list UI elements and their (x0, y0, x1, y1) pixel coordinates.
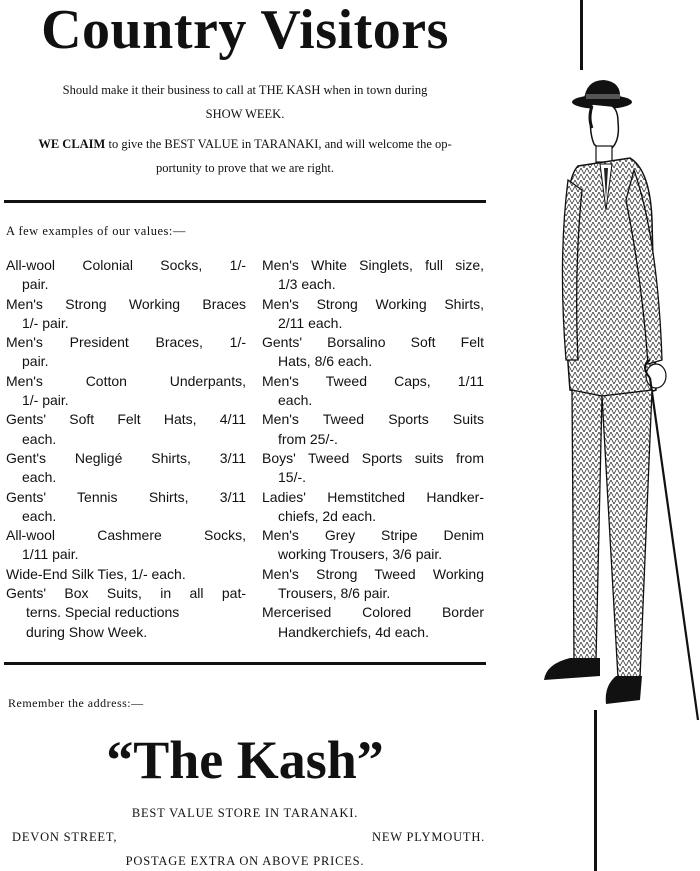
list-item: All-wool Colonial Socks, 1/- pair. (6, 257, 246, 293)
list-item: Men's President Braces, 1/- pair. (6, 334, 246, 370)
list-item: Men's Grey Stripe Denim working Trousers, 3/6 pair. (262, 527, 484, 563)
list-item: Men's Cotton Underpants, 1/- pair. (6, 372, 246, 409)
headline: Country Visitors (41, 0, 449, 61)
list-item: Ladies' Hemstitched Handker- chiefs, 2d each. (262, 488, 484, 524)
list-item: Wide-End Silk Ties, 1/- each. (6, 565, 186, 582)
intro-line-1: Should make it their business to call at THE KASH when in town during (62, 83, 428, 97)
top-rule (4, 200, 486, 203)
list-item: Gents' Soft Felt Hats, 4/11 each. (6, 411, 246, 447)
list-item: Boys' Tweed Sports suits from 15/-. (262, 449, 484, 486)
list-item: Men's Tweed Sports Suits from 25/-. (262, 411, 484, 447)
remember-address: Remember the address:— (8, 696, 144, 710)
claim-rest: to give the BEST VALUE in TARANAKI, and will welcome the op- (105, 137, 452, 151)
store-name: “The Kash” (106, 730, 384, 790)
list-item: Gents' Box Suits, in all pat- terns. Special reductions during Show Week. (6, 585, 246, 640)
intro-line-3 (0, 134, 490, 154)
store-tagline: BEST VALUE STORE IN TARANAKI. (131, 806, 359, 820)
list-item: Men's Tweed Caps, 1/11 each. (262, 372, 484, 409)
intro-line-2: SHOW WEEK. (205, 107, 285, 121)
intro-line-4: portunity to prove that we are right. (155, 161, 335, 175)
list-item: All-wool Cashmere Socks, 1/11 pair. (6, 527, 246, 563)
claim-lead: WE CLAIM (38, 137, 106, 151)
postage-note: POSTAGE EXTRA ON ABOVE PRICES. (125, 854, 365, 868)
list-item: Men's Strong Working Shirts, 2/11 each. (262, 295, 484, 331)
examples-lead: A few examples of our values:— (6, 224, 186, 238)
right-column (262, 256, 484, 642)
left-column (6, 256, 246, 642)
man-in-suit-illustration (500, 60, 700, 745)
list-item: Gents' Tennis Shirts, 3/11 each. (6, 488, 246, 524)
list-item: Gents' Borsalino Soft Felt Hats, 8/6 each. (262, 334, 484, 370)
list-item: Men's Strong Working Braces 1/- pair. (6, 295, 246, 331)
list-item: Gent's Negligé Shirts, 3/11 each. (6, 449, 246, 486)
list-item: Men's White Singlets, full size, 1/3 each. (262, 257, 484, 293)
city-address: NEW PLYMOUTH. (372, 830, 486, 844)
bottom-rule (4, 662, 486, 665)
list-item: Mercerised Colored Border Handkerchiefs, 4d each. (262, 604, 484, 640)
street-address: DEVON STREET, (12, 830, 118, 844)
list-item: Men's Strong Tweed Working Trousers, 8/6 pair. (262, 565, 484, 602)
